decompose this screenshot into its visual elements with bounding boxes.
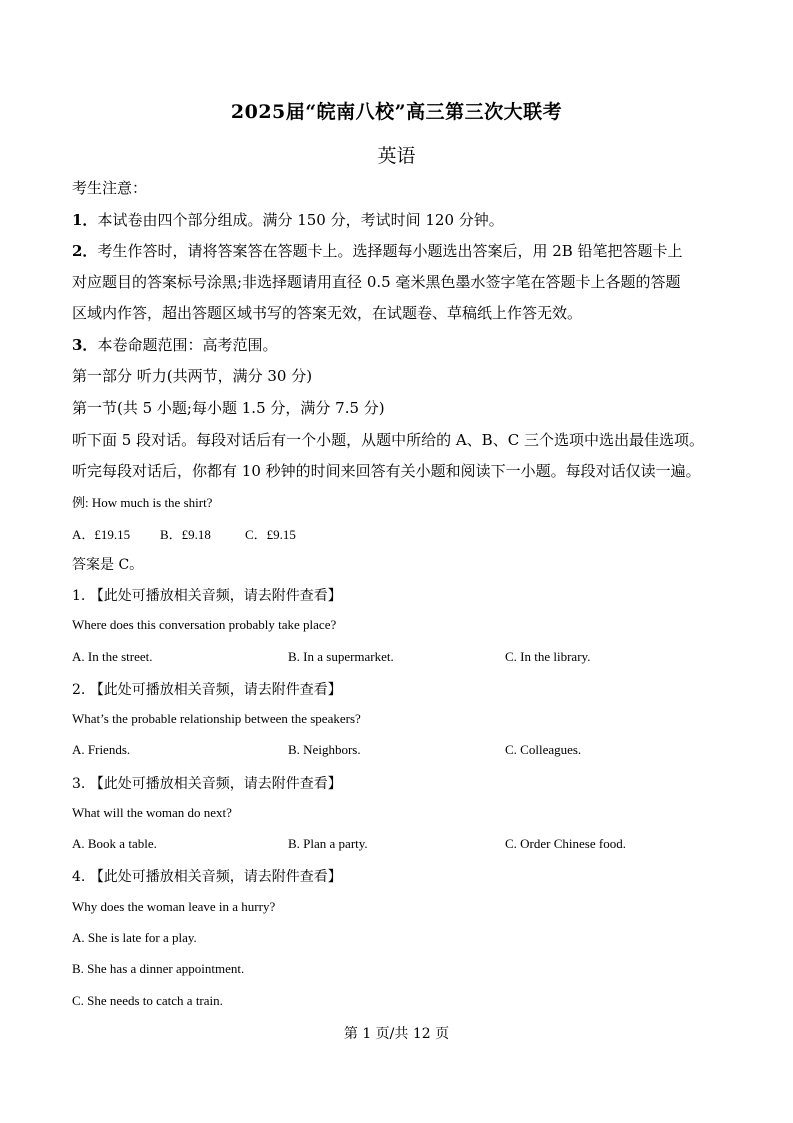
notice-item-2-line-2: 对应题目的答案标号涂黑;非选择题请用直径 0.5 毫米黑色墨水签字笔在答题卡上各题的答题 xyxy=(72,273,681,291)
notice-item-1 xyxy=(72,209,504,230)
notice-item-3-number: 3． xyxy=(72,336,98,354)
notice-item-1-number: 1． xyxy=(72,211,98,229)
question-3-audio-note: 3. 【此处可播放相关音频，请去附件查看】 xyxy=(72,776,342,792)
question-2-option-c[interactable]: C. Colleagues. xyxy=(505,742,582,757)
question-1-option-b[interactable]: B. In a supermarket. xyxy=(288,649,394,664)
part-1-heading: 第一部分 听力(共两节，满分 30 分) xyxy=(72,367,313,385)
question-4-text: Why does the woman leave in a hurry? xyxy=(72,899,276,914)
question-2-option-a[interactable]: A. Friends. xyxy=(72,742,131,757)
question-4-option-a[interactable]: A. She is late for a play. xyxy=(72,930,197,945)
exam-title: 2025届“皖南八校”高三第三次大联考 xyxy=(230,101,563,123)
example-option-a: A．£19.15 xyxy=(72,527,131,542)
exam-subject: 英语 xyxy=(377,145,416,167)
example-question: 例: How much is the shirt? xyxy=(72,495,213,510)
section-1-heading: 第一节(共 5 小题;每小题 1.5 分，满分 7.5 分) xyxy=(72,399,385,417)
question-4-audio-note: 4. 【此处可播放相关音频，请去附件查看】 xyxy=(72,869,342,885)
notice-heading: 考生注意： xyxy=(72,179,148,197)
notice-item-2-number: 2． xyxy=(72,242,98,260)
instructions-line-2: 听完每段对话后，你都有 10 秒钟的时间来回答有关小题和阅读下一小题。每段对话仅读一遍。 xyxy=(72,462,701,480)
question-2-text: What’s the probable relationship between the speakers? xyxy=(72,711,361,726)
notice-item-2-line-1 xyxy=(72,240,683,261)
example-option-b: B．£9.18 xyxy=(160,527,211,542)
question-3-option-c[interactable]: C. Order Chinese food. xyxy=(505,836,626,851)
question-1-text: Where does this conversation probably take place? xyxy=(72,617,337,632)
question-4-option-c[interactable]: C. She needs to catch a train. xyxy=(72,993,223,1008)
question-3-option-a[interactable]: A. Book a table. xyxy=(72,836,157,851)
notice-item-2-line-3: 区域内作答，超出答题区域书写的答案无效，在试题卷、草稿纸上作答无效。 xyxy=(72,304,583,322)
question-1-option-a[interactable]: A. In the street. xyxy=(72,649,153,664)
question-1-option-c[interactable]: C. In the library. xyxy=(505,649,591,664)
notice-item-3 xyxy=(72,334,277,355)
notice-item-3-text: 本卷命题范围：高考范围。 xyxy=(97,336,278,354)
example-answer: 答案是 C。 xyxy=(72,557,144,573)
question-3-text: What will the woman do next? xyxy=(72,805,232,820)
instructions-line-1: 听下面 5 段对话。每段对话后有一个小题，从题中所给的 A、B、C 三个选项中选出最佳选项。 xyxy=(72,431,704,449)
notice-item-2-text-1: 考生作答时，请将答案答在答题卡上。选择题每小题选出答案后，用 2B 铅笔把答题卡上 xyxy=(97,242,683,260)
question-2-audio-note: 2. 【此处可播放相关音频，请去附件查看】 xyxy=(72,682,342,698)
page-footer: 第 1 页/共 12 页 xyxy=(343,1026,450,1042)
notice-item-1-text: 本试卷由四个部分组成。满分 150 分，考试时间 120 分钟。 xyxy=(97,211,504,229)
question-4-option-b[interactable]: B. She has a dinner appointment. xyxy=(72,961,245,976)
question-2-option-b[interactable]: B. Neighbors. xyxy=(288,742,361,757)
question-1-audio-note: 1. 【此处可播放相关音频，请去附件查看】 xyxy=(72,588,342,604)
question-3-option-b[interactable]: B. Plan a party. xyxy=(288,836,368,851)
example-option-c: C．£9.15 xyxy=(245,527,296,542)
